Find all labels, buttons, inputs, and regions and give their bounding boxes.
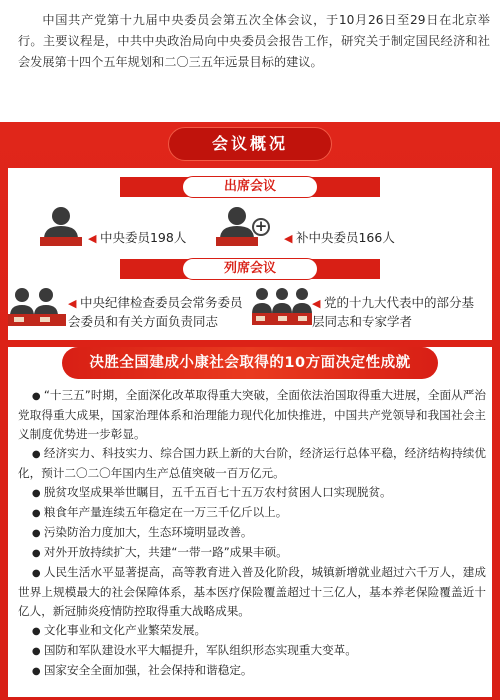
achievement-text: 对外开放持续扩大，共建“一带一路”成果丰硕。 bbox=[43, 545, 288, 559]
discipline-commission-group-icon bbox=[8, 284, 74, 328]
bullet-dot-icon: ● bbox=[31, 391, 44, 402]
bullet-arrow-icon: ◀ bbox=[312, 297, 324, 310]
bullet-dot-icon: ● bbox=[31, 508, 44, 519]
alternate-members-count bbox=[284, 229, 395, 248]
achievements-title: 决胜全国建成小康社会取得的10方面决定性成就 bbox=[62, 347, 438, 379]
congress-delegates-group-icon bbox=[252, 284, 312, 328]
bullet-arrow-icon: ◀ bbox=[284, 232, 296, 245]
central-committee-count bbox=[88, 229, 186, 248]
achievement-item bbox=[18, 641, 486, 661]
achievement-item bbox=[18, 563, 486, 621]
achievement-text: 文化事业和文化产业繁荣发展。 bbox=[43, 623, 207, 637]
achievement-text: 人民生活水平显著提高，高等教育进入普及化阶段，城镇新增就业超过六千万人，建成世界上规模最大的社会保障体系，基本医疗保险覆盖超过十三亿人，基本养老保险覆盖近十亿人，新冠肺炎疫情防控取得重大战略成果。 bbox=[18, 565, 486, 618]
achievement-text: “十三五”时期，全面深化改革取得重大突破，全面依法治国取得重大进展，全面从严治党取得重大成果，国家治理体系和治理能力现代化加快推进，中国共产党领导和我国社会主义制度优势进一步彰显。 bbox=[18, 388, 487, 441]
central-committee-label: 中央委员198人 bbox=[99, 230, 187, 245]
bullet-dot-icon: ● bbox=[31, 548, 44, 559]
achievement-item bbox=[18, 386, 486, 444]
observers-left-label: 中央纪律检查委员会常务委员会委员和有关方面负责同志 bbox=[68, 295, 243, 329]
bullet-arrow-icon: ◀ bbox=[88, 232, 100, 245]
observers-left-text bbox=[68, 294, 248, 331]
observers-right-text bbox=[312, 294, 482, 331]
observers-heading: 列席会议 bbox=[182, 258, 318, 280]
achievement-text: 国防和军队建设水平大幅提升，军队组织形态实现重大变革。 bbox=[43, 643, 357, 657]
bullet-dot-icon: ● bbox=[31, 449, 44, 460]
bullet-dot-icon: ● bbox=[31, 626, 44, 637]
achievement-text: 脱贫攻坚成果举世瞩目，五千五百七十五万农村贫困人口实现脱贫。 bbox=[43, 485, 392, 499]
achievement-item bbox=[18, 543, 486, 563]
attendees-heading: 出席会议 bbox=[182, 176, 318, 198]
achievement-text: 污染防治力度加大，生态环境明显改善。 bbox=[43, 525, 253, 539]
alternate-members-label: 补中央委员166人 bbox=[295, 230, 395, 245]
achievement-text: 粮食年产量连续五年稳定在一万三千亿斤以上。 bbox=[43, 505, 288, 519]
achievement-text: 国家安全全面加强，社会保持和谐稳定。 bbox=[43, 663, 253, 677]
achievement-item bbox=[18, 621, 486, 641]
bullet-dot-icon: ● bbox=[31, 528, 44, 539]
achievements-list bbox=[18, 386, 486, 681]
bullet-arrow-icon: ◀ bbox=[68, 297, 80, 310]
bullet-dot-icon: ● bbox=[31, 666, 44, 677]
observers-right-label: 党的十九大代表中的部分基层同志和专家学者 bbox=[312, 295, 474, 329]
achievement-item bbox=[18, 444, 486, 483]
achievement-text: 经济实力、科技实力、综合国力跃上新的大台阶，经济运行总体平稳，经济结构持续优化，预计二〇二〇年国内生产总值突破一百万亿元。 bbox=[18, 446, 486, 480]
bullet-dot-icon: ● bbox=[31, 568, 44, 579]
overview-title: 会议概况 bbox=[168, 127, 332, 161]
central-committee-person-icon bbox=[38, 205, 84, 247]
achievement-item bbox=[18, 483, 486, 503]
achievement-item bbox=[18, 661, 486, 681]
bullet-dot-icon: ● bbox=[31, 646, 44, 657]
plus-icon: + bbox=[252, 218, 270, 236]
intro-paragraph: 中国共产党第十九届中央委员会第五次全体会议，于10月26日至29日在北京举行。主要议程是，中共中央政治局向中央委员会报告工作，研究关于制定国民经济和社会发展第十四个五年规划和二〇三五年远景目标的建议。 bbox=[18, 13, 490, 69]
achievement-item bbox=[18, 503, 486, 523]
bullet-dot-icon: ● bbox=[31, 488, 44, 499]
achievement-item bbox=[18, 523, 486, 543]
